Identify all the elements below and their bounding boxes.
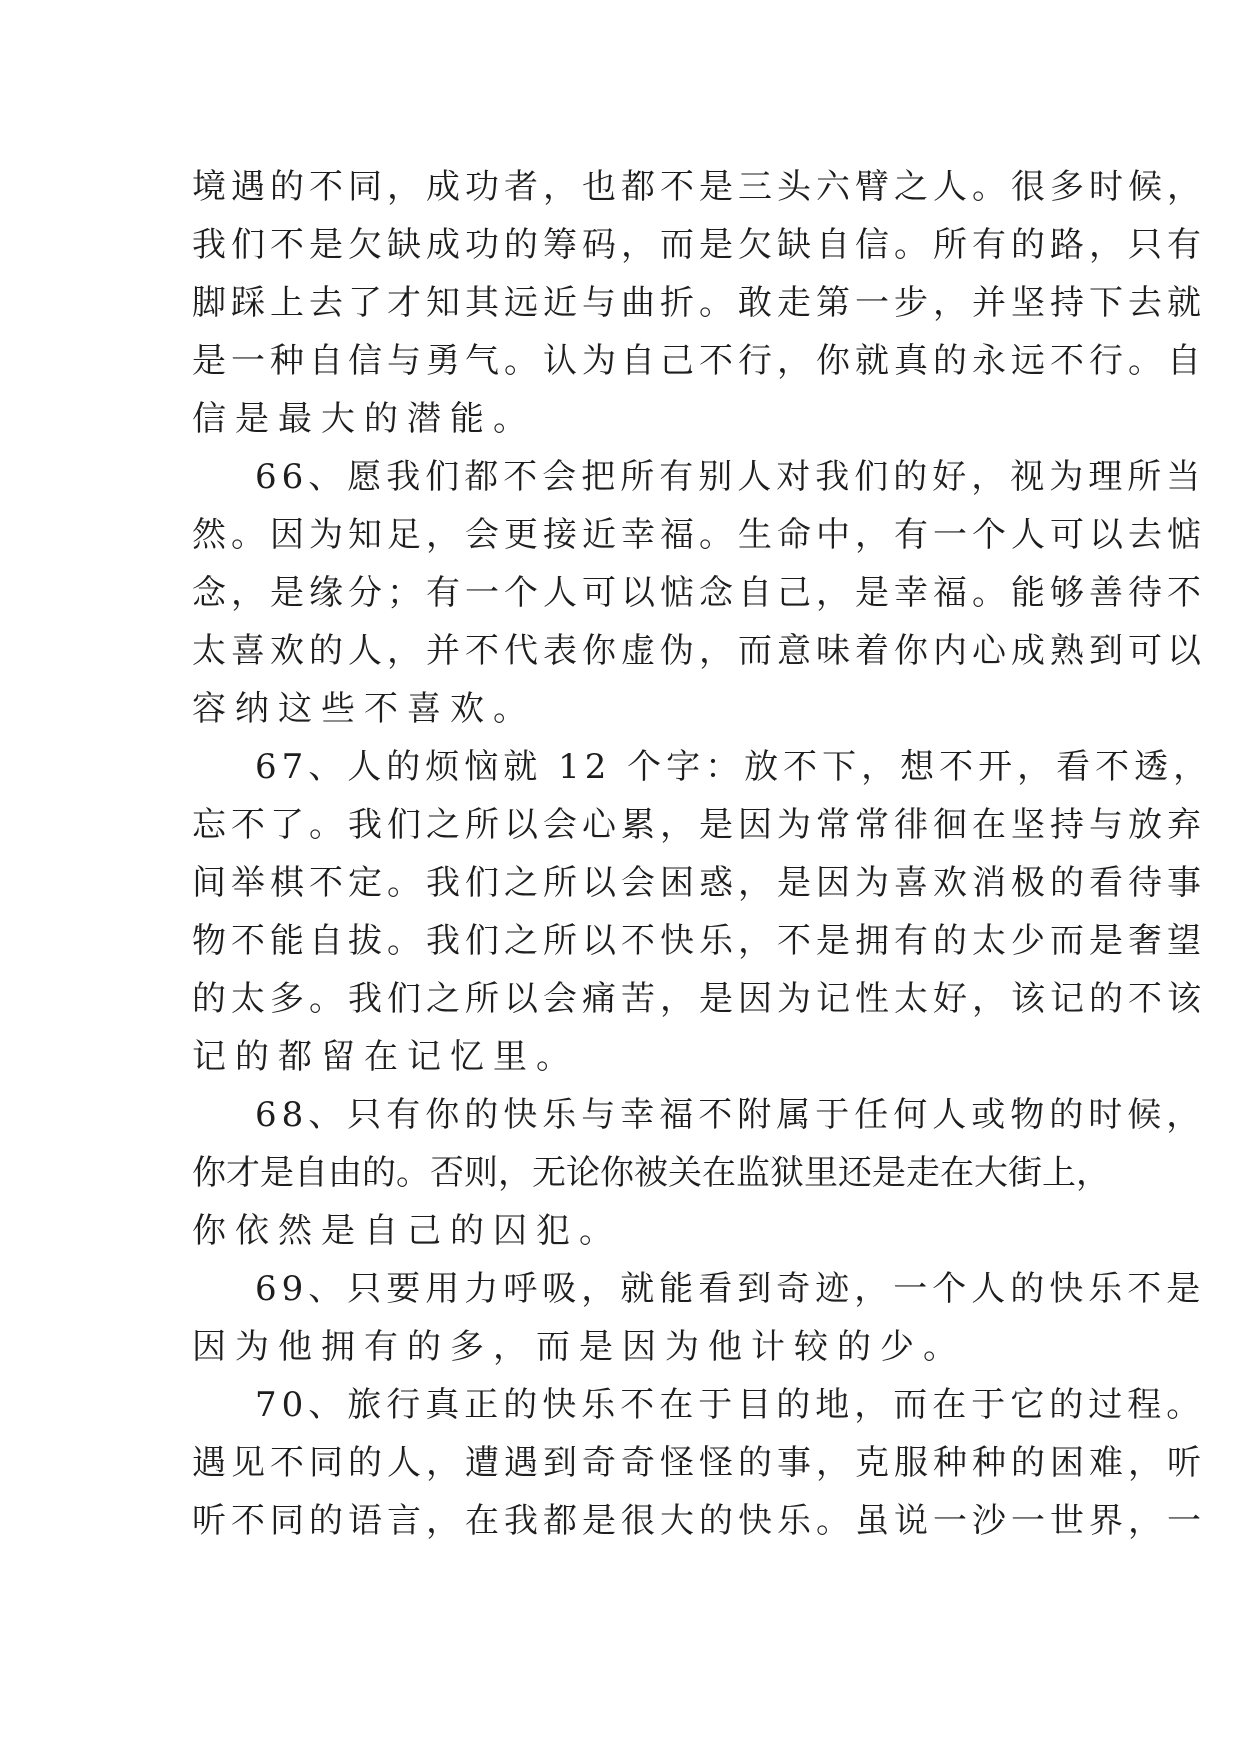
text-line: 因为他拥有的多，而是因为他计较的少。 [192, 1327, 966, 1367]
document-body [192, 158, 1213, 1550]
text-line: 的太多。我们之所以会痛苦，是因为记性太好，该记的不该 [192, 979, 1206, 1019]
text-line: 太喜欢的人，并不代表你虚伪，而意味着你内心成熟到可以 [192, 631, 1206, 671]
text-line: 念，是缘分；有一个人可以惦念自己，是幸福。能够善待不 [192, 573, 1206, 613]
text-line: 忘不了。我们之所以会心累，是因为常常徘徊在坚持与放弃 [192, 805, 1206, 845]
text-line: 记的都留在记忆里。 [192, 1037, 579, 1077]
paragraph-68-start: 68、只有你的快乐与幸福不附属于任何人或物的时候， [255, 1095, 1206, 1135]
text-line: 间举棋不定。我们之所以会困惑，是因为喜欢消极的看待事 [192, 863, 1206, 903]
text-line: 容纳这些不喜欢。 [192, 689, 536, 729]
paragraph-67-start: 67、人的烦恼就 12 个字：放不下，想不开，看不透， [255, 747, 1213, 787]
text-line: 然。因为知足，会更接近幸福。生命中，有一个人可以去惦 [192, 515, 1206, 555]
text-line: 听不同的语言，在我都是很大的快乐。虽说一沙一世界，一 [192, 1501, 1206, 1541]
text-line: 物不能自拔。我们之所以不快乐，不是拥有的太少而是奢望 [192, 921, 1206, 961]
text-line: 信是最大的潜能。 [192, 399, 536, 439]
text-line: 你才是自由的。否则，无论你被关在监狱里还是走在大街上， [192, 1153, 1110, 1193]
text-line: 我们不是欠缺成功的筹码，而是欠缺自信。所有的路，只有 [192, 225, 1206, 265]
paragraph-69-start: 69、只要用力呼吸，就能看到奇迹，一个人的快乐不是 [255, 1269, 1206, 1309]
paragraph-70-start: 70、旅行真正的快乐不在于目的地，而在于它的过程。 [255, 1385, 1206, 1425]
paragraph-66-start: 66、愿我们都不会把所有别人对我们的好，视为理所当 [255, 457, 1206, 497]
text-line: 你依然是自己的囚犯。 [192, 1211, 622, 1251]
text-line: 是一种自信与勇气。认为自己不行，你就真的永远不行。自 [192, 341, 1206, 381]
text-line: 脚踩上去了才知其远近与曲折。敢走第一步，并坚持下去就 [192, 283, 1206, 323]
text-line: 境遇的不同，成功者，也都不是三头六臂之人。很多时候， [192, 167, 1206, 207]
text-line: 遇见不同的人，遭遇到奇奇怪怪的事，克服种种的困难，听 [192, 1443, 1206, 1483]
